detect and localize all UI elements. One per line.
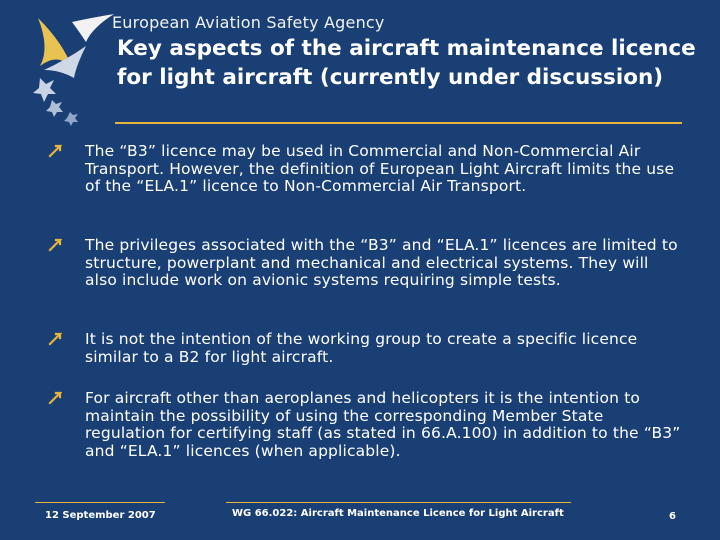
arrow-bullet-icon — [48, 144, 62, 158]
title-divider — [115, 122, 682, 124]
arrow-bullet-icon — [48, 238, 62, 252]
bullet-text: It is not the intention of the working group to create a specific licence similar to a B2 for light aircraft. — [85, 330, 638, 366]
bullet-text: The “B3” licence may be used in Commercial and Non-Commercial Air Transport. However, the definition of European Light Aircraft limits the use of the “ELA.1” licence to Non-Commercial Air Transport. — [85, 142, 675, 195]
arrow-bullet-icon — [48, 332, 62, 346]
agency-name: European Aviation Safety Agency — [112, 13, 385, 32]
footer-divider-center — [226, 502, 571, 503]
page-number: 6 — [669, 511, 676, 522]
footer-date: 12 September 2007 — [45, 510, 156, 521]
footer-title: WG 66.022: Aircraft Maintenance Licence for Light Aircraft — [232, 508, 564, 519]
footer-divider-left — [35, 502, 165, 503]
slide-title: Key aspects of the aircraft maintenance licence for light aircraft (currently under discussion) — [117, 36, 696, 90]
bullet-text: The privileges associated with the “B3” and “ELA.1” licences are limited to structure, powerplant and mechanical and electrical systems. They will also include work on avionic systems requiring simple tests. — [85, 236, 678, 289]
arrow-bullet-icon — [48, 391, 62, 405]
easa-logo — [30, 8, 120, 128]
bullet-text: For aircraft other than aeroplanes and helicopters it is the intention to maintain the possibility of using the corresponding Member State regulation for certifying staff (as stated in 66.A.100) in addition to the “B3” and “ELA.1” licences (when applicable). — [85, 389, 681, 460]
